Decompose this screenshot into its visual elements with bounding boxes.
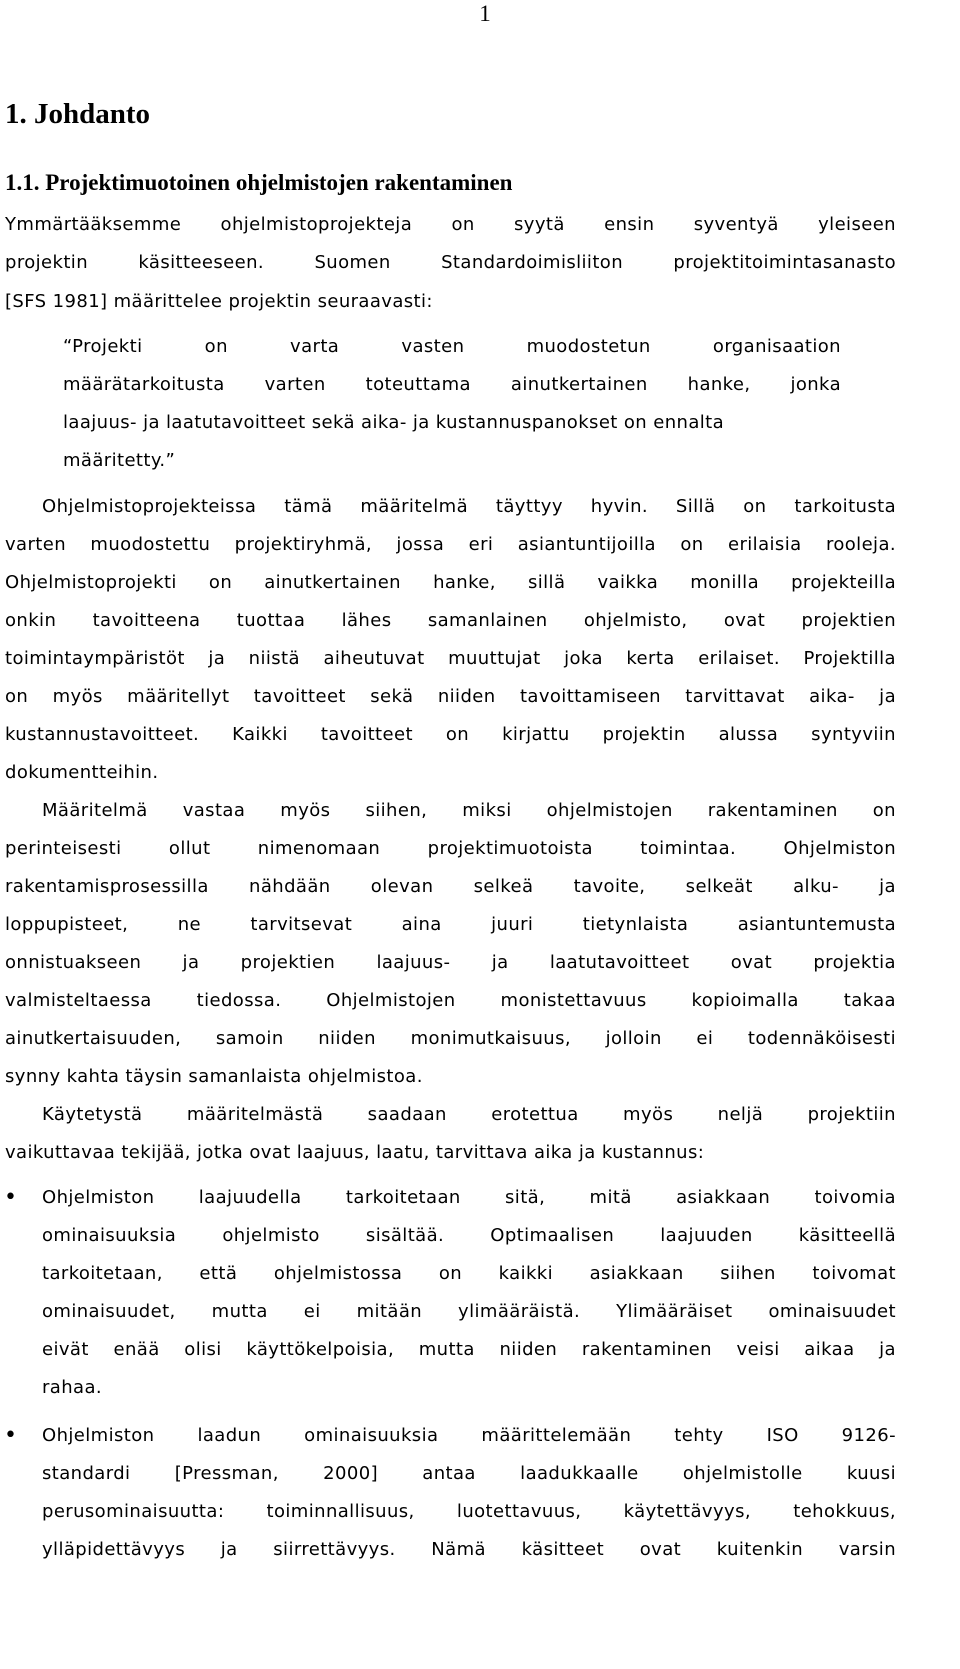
- bullet-line: eivät enää olisi käyttökelpoisia, mutta niiden rakentaminen veisi aikaa ja: [42, 1339, 896, 1360]
- bullet-marker: •: [4, 1423, 18, 1448]
- text-line: onnistuakseen ja projektien laajuus- ja laatutavoitteet ovat projektia: [5, 952, 896, 973]
- text-line: toimintaympäristöt ja niistä aiheutuvat muuttujat joka kerta erilaiset. Projektilla: [5, 648, 896, 669]
- bullet-line: Ohjelmiston laajuudella tarkoitetaan sitä, mitä asiakkaan toivomia: [42, 1187, 896, 1208]
- text-line: vaikuttavaa tekijää, jotka ovat laajuus, laatu, tarvittava aika ja kustannus:: [5, 1142, 705, 1163]
- text-line: Määritelmä vastaa myös siihen, miksi ohjelmistojen rakentaminen on: [42, 800, 896, 821]
- text-line: rakentamisprosessilla nähdään olevan selkeä tavoite, selkeät alku- ja: [5, 876, 896, 897]
- text-line: Ymmärtääksemme ohjelmistoprojekteja on syytä ensin syventyä yleiseen: [5, 214, 896, 235]
- page-number: 1: [479, 1, 491, 26]
- quote-line: määrätarkoitusta varten toteuttama ainutkertainen hanke, jonka: [63, 374, 841, 395]
- text-line: loppupisteet, ne tarvitsevat aina juuri tietynlaista asiantuntemusta: [5, 914, 896, 935]
- bullet-line: tarkoitetaan, että ohjelmistossa on kaikki asiakkaan siihen toivomat: [42, 1263, 896, 1284]
- bullet-line: ylläpidettävyys ja siirrettävyys. Nämä käsitteet ovat kuitenkin varsin: [42, 1539, 896, 1560]
- section-heading: 1.1. Projektimuotoinen ohjelmistojen rakentaminen: [5, 170, 513, 195]
- bullet-marker: •: [4, 1185, 18, 1210]
- quote-line: laajuus- ja laatutavoitteet sekä aika- ja kustannuspanokset on ennalta: [63, 412, 725, 433]
- text-line: valmisteltaessa tiedossa. Ohjelmistojen monistettavuus kopioimalla takaa: [5, 990, 896, 1011]
- text-line: synny kahta täysin samanlaista ohjelmistoa.: [5, 1066, 423, 1087]
- bullet-line: Ohjelmiston laadun ominaisuuksia määrittelemään tehty ISO 9126-: [42, 1425, 896, 1446]
- text-line: onkin tavoitteena tuottaa lähes samanlainen ohjelmisto, ovat projektien: [5, 610, 896, 631]
- bullet-line: rahaa.: [42, 1377, 103, 1398]
- bullet-line: standardi [Pressman, 2000] antaa laadukkaalle ohjelmistolle kuusi: [42, 1463, 896, 1484]
- text-line: varten muodostettu projektiryhmä, jossa eri asiantuntijoilla on erilaisia rooleja.: [5, 534, 896, 555]
- text-line: on myös määritellyt tavoitteet sekä niiden tavoittamiseen tarvittavat aika- ja: [5, 686, 896, 707]
- text-line: Käytetystä määritelmästä saadaan erotettua myös neljä projektiin: [42, 1104, 896, 1125]
- text-line: perinteisesti ollut nimenomaan projektimuotoista toimintaa. Ohjelmiston: [5, 838, 896, 859]
- text-line: Ohjelmistoprojekteissa tämä määritelmä täyttyy hyvin. Sillä on tarkoitusta: [42, 496, 896, 517]
- quote-line: “Projekti on varta vasten muodostetun organisaation: [63, 336, 841, 357]
- text-line: dokumentteihin.: [5, 762, 159, 783]
- quote-line: määritetty.”: [63, 450, 176, 471]
- bullet-line: ominaisuudet, mutta ei mitään ylimääräistä. Ylimääräiset ominaisuudet: [42, 1301, 896, 1322]
- text-line: kustannustavoitteet. Kaikki tavoitteet on kirjattu projektin alussa syntyviin: [5, 724, 896, 745]
- bullet-line: ominaisuuksia ohjelmisto sisältää. Optimaalisen laajuuden käsitteellä: [42, 1225, 896, 1246]
- text-line: ainutkertaisuuden, samoin niiden monimutkaisuus, jolloin ei todennäköisesti: [5, 1028, 896, 1049]
- text-line: Ohjelmistoprojekti on ainutkertainen hanke, sillä vaikka monilla projekteilla: [5, 572, 896, 593]
- text-line: projektin käsitteeseen. Suomen Standardoimisliiton projektitoimintasanasto: [5, 252, 896, 273]
- text-line: [SFS 1981] määrittelee projektin seuraavasti:: [5, 291, 433, 312]
- bullet-line: perusominaisuutta: toiminnallisuus, luotettavuus, käytettävyys, tehokkuus,: [42, 1501, 896, 1522]
- chapter-heading: 1. Johdanto: [5, 98, 151, 130]
